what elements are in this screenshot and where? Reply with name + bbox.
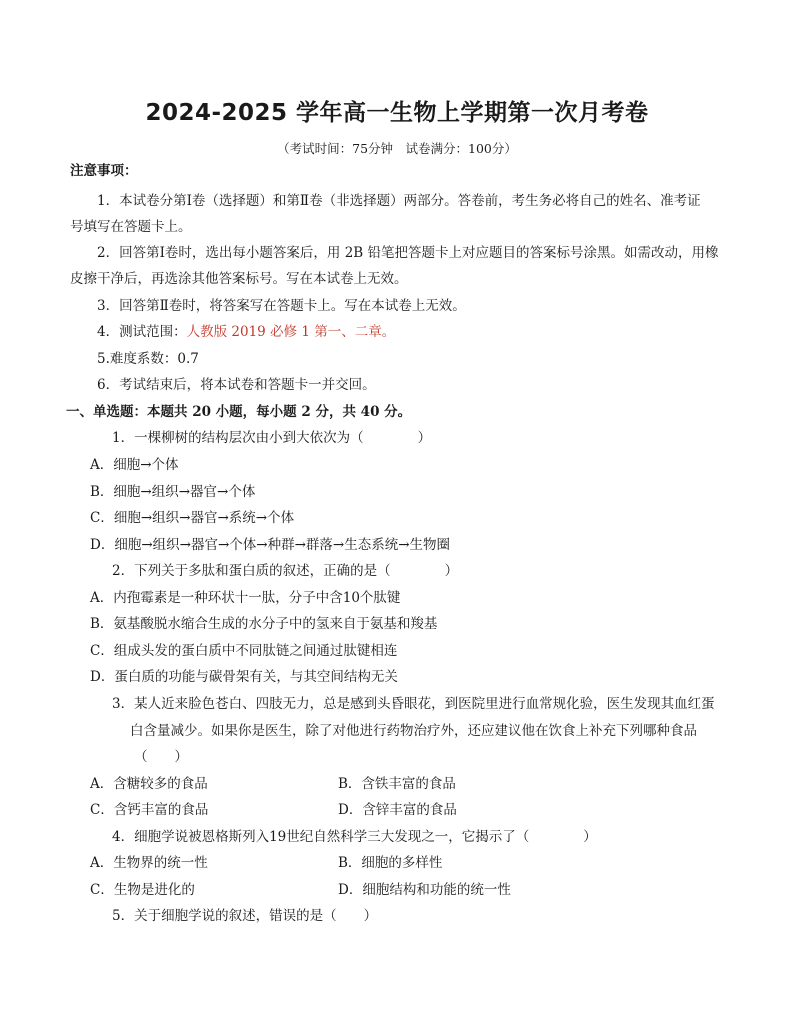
q3-stem-line-2: 白含量减少。如果你是医生，除了对他进行药物治疗外，还应建议他在饮食上补充下列哪种食品 bbox=[130, 723, 697, 739]
note-4-label: 4．测试范围： bbox=[97, 324, 187, 340]
q2-option-b: B．氨基酸脱水缩合生成的水分子中的氢来自于氨基和羧基 bbox=[90, 616, 438, 632]
q3-option-c: C．含钙丰富的食品 bbox=[90, 802, 209, 818]
q2-option-a: A．内孢霉素是一种环状十一肽，分子中含10个肽键 bbox=[90, 590, 401, 606]
q4-option-d: D．细胞结构和功能的统一性 bbox=[338, 882, 511, 898]
exam-title: 2024-2025 学年高一生物上学期第一次月考卷 bbox=[145, 100, 649, 126]
q5-stem: 5．关于细胞学说的叙述，错误的是（ ） bbox=[112, 908, 378, 924]
q1-option-a: A．细胞→个体 bbox=[90, 457, 179, 473]
note-2-line-2: 皮擦干净后，再选涂其他答案标号。写在本试卷上无效。 bbox=[70, 271, 408, 287]
exam-subtitle: （考试时间：75分钟 试卷满分：100分） bbox=[277, 141, 517, 156]
q3-stem-line-1: 3．某人近来脸色苍白、四肢无力，总是感到头昏眼花，到医院里进行血常规化验，医生发现其血红蛋 bbox=[112, 696, 715, 712]
q1-option-b: B．细胞→组织→器官→个体 bbox=[90, 484, 256, 500]
q2-stem: 2．下列关于多肽和蛋白质的叙述，正确的是（ ） bbox=[112, 563, 459, 579]
q1-option-d: D．细胞→组织→器官→个体→种群→群落→生态系统→生物圈 bbox=[90, 537, 451, 553]
q4-option-c: C．生物是进化的 bbox=[90, 882, 195, 898]
section-1-heading: 一、单选题：本题共 20 小题，每小题 2 分，共 40 分。 bbox=[66, 404, 412, 420]
q1-option-c: C．细胞→组织→器官→系统→个体 bbox=[90, 510, 295, 526]
q4-stem: 4．细胞学说被恩格斯列入19世纪自然科学三大发现之一，它揭示了（ ） bbox=[112, 829, 597, 845]
q2-option-c: C．组成头发的蛋白质中不同肽链之间通过肽键相连 bbox=[90, 643, 398, 659]
q3-option-b: B．含铁丰富的食品 bbox=[338, 776, 456, 792]
note-4 bbox=[97, 322, 395, 342]
q3-stem-line-3: （ ） bbox=[134, 749, 188, 765]
test-scope: 人教版 2019 必修 1 第一、二章。 bbox=[186, 324, 396, 340]
note-6: 6．考试结束后，将本试卷和答题卡一并交回。 bbox=[97, 377, 376, 393]
note-5: 5.难度系数：0.7 bbox=[97, 351, 199, 367]
note-1-line-2: 号填写在答题卡上。 bbox=[70, 219, 192, 235]
note-1-line-1: 1．本试卷分第Ⅰ卷（选择题）和第Ⅱ卷（非选择题）两部分。答卷前，考生务必将自己的姓名、准考证 bbox=[97, 193, 701, 209]
q3-option-d: D．含锌丰富的食品 bbox=[338, 802, 457, 818]
q2-option-d: D．蛋白质的功能与碳骨架有关，与其空间结构无关 bbox=[90, 669, 398, 685]
notes-heading: 注意事项： bbox=[70, 163, 138, 179]
q4-option-a: A．生物界的统一性 bbox=[90, 855, 208, 871]
q1-stem: 1．一棵柳树的结构层次由小到大依次为（ ） bbox=[112, 430, 432, 446]
q4-option-b: B．细胞的多样性 bbox=[338, 855, 443, 871]
q3-option-a: A．含糖较多的食品 bbox=[90, 776, 208, 792]
note-3: 3．回答第Ⅱ卷时，将答案写在答题卡上。写在本试卷上无效。 bbox=[97, 298, 466, 314]
note-2-line-1: 2．回答第Ⅰ卷时，选出每小题答案后，用 2B 铅笔把答题卡上对应题目的答案标号涂黑。如需改动，用橡 bbox=[97, 245, 719, 261]
